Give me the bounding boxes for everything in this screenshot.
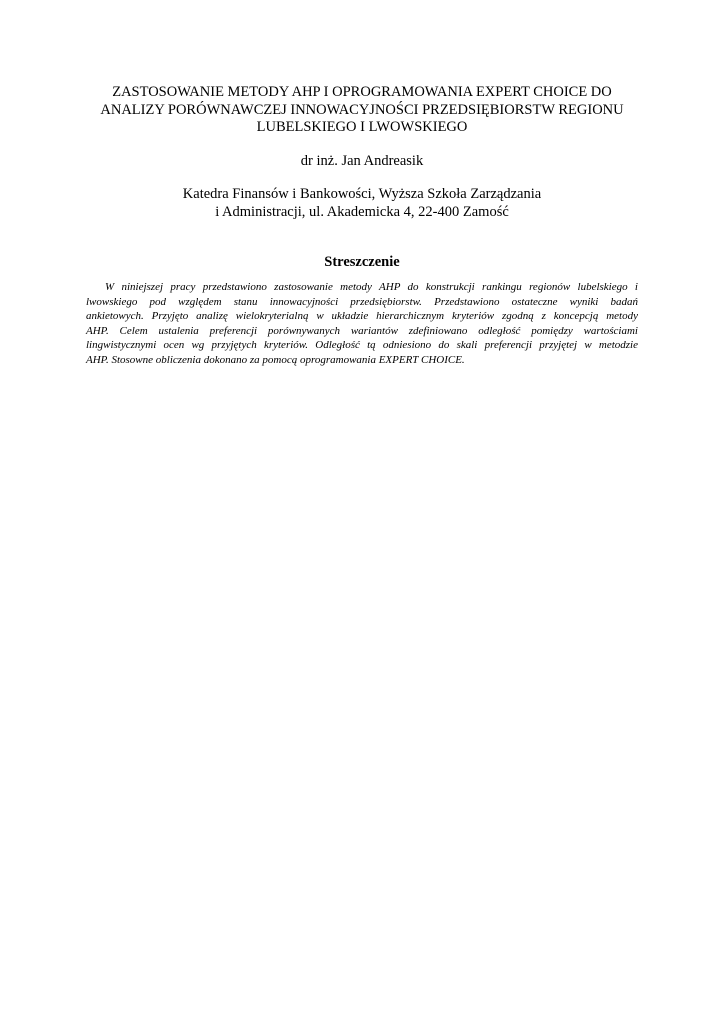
abstract-line-1: W niniejszej pracy przedstawiono zastosowanie metody AHP do konstrukcji rankingu regionów lubelskiego i xyxy=(105,281,638,293)
abstract-body xyxy=(86,280,638,368)
author-name: dr inż. Jan Andreasik xyxy=(300,153,424,169)
paper-title-line-3: LUBELSKIEGO I LWOWSKIEGO xyxy=(256,119,468,135)
abstract-line-2: lwowskiego pod względem stanu innowacyjności przedsiębiorstw. Przedstawiono ostateczne wyniki badań xyxy=(86,295,638,308)
affiliation-line-2: i Administracji, ul. Akademicka 4, 22-400 Zamość xyxy=(215,203,509,220)
abstract-line-6: AHP. Stosowne obliczenia dokonano za pomocą oprogramowania EXPERT CHOICE. xyxy=(86,353,465,366)
paper-title-line-1: ZASTOSOWANIE METODY AHP I OPROGRAMOWANIA EXPERT CHOICE DO xyxy=(112,84,612,100)
abstract-line-5: lingwistycznymi ocen wg przyjętych kryteriów. Odległość tą odniesiono do skali preferencji przyjętej w metodzie xyxy=(86,339,638,352)
abstract-heading: Streszczenie xyxy=(324,254,400,270)
author-affiliation xyxy=(86,186,638,221)
abstract-line-3: ankietowych. Przyjęto analizę wielokryterialną w układzie hierarchicznym kryteriów zgodną z koncepcją metody xyxy=(86,310,638,323)
paper-title xyxy=(86,84,638,137)
paper-title-line-2: ANALIZY PORÓWNAWCZEJ INNOWACYJNOŚCI PRZEDSIĘBIORSTW REGIONU xyxy=(100,101,624,118)
affiliation-line-1: Katedra Finansów i Bankowości, Wyższa Szkoła Zarządzania xyxy=(182,186,542,202)
abstract-line-4: AHP. Celem ustalenia preferencji porównywanych wariantów zdefiniowano odległość pomiędzy wartościami xyxy=(86,324,638,337)
